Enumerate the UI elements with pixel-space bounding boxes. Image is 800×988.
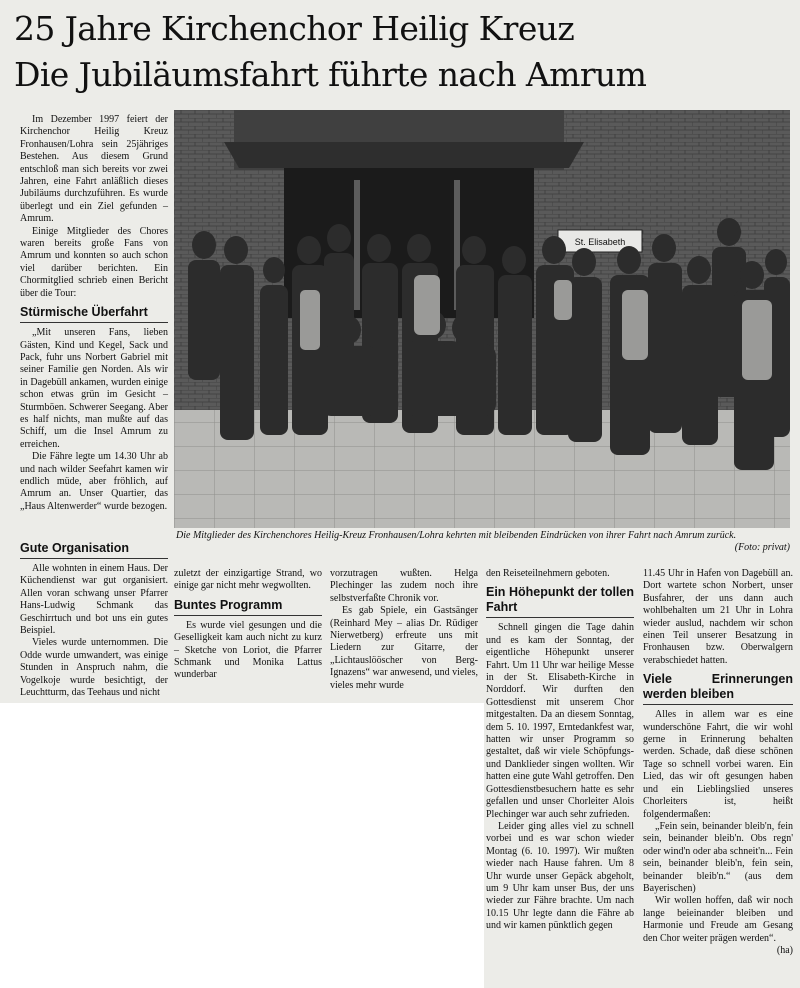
paragraph: Die Fähre legte um 14.30 Uhr ab und nach wilder Seefahrt kamen wir endlich müde, aber fröhlich, auf Amrum an. Unser Quartier, das „Haus Altenwerder“ wurde bezogen. [20, 451, 168, 512]
paragraph: Im Dezember 1997 feiert der Kirchenchor Heilig Kreuz Fronhausen/Lohra sein 25jähriges Bestehen. Aus diesem Grund entschloß man sich bereits vor zwei Jahren, eine Fahrt anläßlich dieses Jubiläums durchzuführen. Es wurde überlegt und ein Ziel gefunden – Amrum. [20, 114, 168, 225]
choir-group-photo [174, 110, 790, 528]
paragraph: „Fein sein, beinander bleib'n, fein sein, beinander bleib'n. Obs regn' oder wind'n oder aba schneit'n... Fein sein, beinander bleib'n, fein sein, beinander bleib'n.“ (aus dem Bayerischen) [643, 820, 793, 894]
paragraph: 11.45 Uhr in Hafen von Dagebüll an. Dort wartete schon Norbert, unser Busfahrer, der uns dann auch wohlbehalten um 21 Uhr in Lohra wieder auslud, nachdem wir schon einen Teil unserer Besatzung in Fronhausen bzw. Oberwalgern verabschiedet hatten. [643, 568, 793, 666]
paragraph: Es wurde viel gesungen und die Geselligkeit kam auch nicht zu kurz – Sketche von Loriot, die Pfarrer Schmank und Monika Lattus wunderbar [174, 619, 322, 681]
paragraph: zuletzt der einzigartige Strand, wo einige gar nicht mehr wegwollten. [174, 568, 322, 592]
subheading: Stürmische Überfahrt [20, 305, 168, 323]
caption-text: Die Mitglieder des Kirchenchores Heilig-Kreuz Fronhausen/Lohra kehrten mit bleibenden Eindrücken von ihrer Fahrt nach Amrum zurück. [176, 530, 737, 541]
headline-line1: 25 Jahre Kirchenchor Heilig Kreuz [14, 9, 575, 48]
paragraph: Einige Mitglieder des Chores waren bereits große Fans von Amrum und konnten so auch schon viel darüber berichten. Ein Chormitglied schrieb einen Bericht über die Tour: [20, 225, 168, 299]
paragraph [643, 895, 793, 956]
subheading: Viele Erinnerungen werden bleiben [643, 672, 793, 705]
subheading: Buntes Programm [174, 598, 322, 616]
photo-credit: (Foto: privat) [734, 542, 790, 553]
church-sign: St. Elisabeth [574, 237, 626, 247]
paragraph: vorzutragen wußten. Helga Plechinger las zudem noch ihre selbstverfaßte Chronik vor. [330, 568, 478, 604]
photo-caption [176, 530, 790, 554]
paragraph-text: Wir wollen hoffen, daß wir noch lange beieinander bleiben und Harmonie und Freude am Gesang den Chor weiter prägen werden“. [643, 895, 793, 944]
article-column-4 [486, 568, 634, 933]
paragraph: Es gab Spiele, ein Gastsänger (Reinhard Mey – alias Dr. Rüdiger Nierwetberg) erfreute uns mit Liedern zur Gitarre, der „Lichtauslööscher von Berg-Ignazens“ war anwesend, und vieles, vieles mehr wurde [330, 605, 478, 691]
headline-line2: Die Jubiläumsfahrt führte nach Amrum [14, 55, 647, 94]
article-column-1-lower [20, 536, 168, 699]
paragraph: Vieles wurde unternommen. Die Odde wurde umwandert, was einige Stunden in Anspruch nahm, die Vogelkoje wurde besichtigt, der Leuchtturm, das Teehaus und nicht [20, 637, 168, 699]
paragraph: Alle wohnten in einem Haus. Der Küchendienst war gut organisiert. Allen voran schwang unser Pfarrer Hans-Ludwig Schmank das Geschirrtuch und bot uns ein gutes Beispiel. [20, 563, 168, 637]
author-signature: (ha) [776, 944, 793, 956]
paragraph: „Mit unseren Fans, lieben Gästen, Kind und Kegel, Sack und Pack, fuhr uns Norbert Gabriel mit seiner Familie gen Norden. Als wir in Dagebüll ankamen, wurden einige schon etwas grün im Gesicht – Sturmböen. Schwerer Seegang. Aber es half nichts, man mußte auf das Schiff, um die Insel Amrum zu erreichen. [20, 327, 168, 450]
paragraph: den Reiseteilnehmern geboten. [486, 568, 610, 579]
paragraph: Leider ging alles viel zu schnell vorbei und es war schon wieder Montag (6. 10. 1997). Wir mußten wieder nach Hause fahren. Um 8 Uhr wurde unser Gepäck abgeholt, um 9 Uhr kam unser Bus, der uns wieder zur Fähre brachte. Um nach 10.15 Uhr legte dann die Fähre ab und wir kamen pünktlich gegen [486, 820, 634, 932]
paragraph: Alles in allem war es eine wunderschöne Fahrt, die wir wohl gerne in Erinnerung behalten werden. Schade, daß diese schönen Tage so schnell vorbei waren. Ein Lied, das wir oft gesungen haben und ein Lieblingslied unseres Chorleiters ist, heißt folgendermaßen: [643, 709, 793, 820]
article-column-3 [330, 568, 478, 692]
paragraph: Schnell gingen die Tage dahin und es kam der Sonntag, der eigentliche Höhepunkt unserer Fahrt. Um 11 Uhr war heilige Messe in der St. Elisabeth-Kirche in Norddorf. Wir durften den Gottesdienst mit unserem Chor mitgestalten. Da an diesem Sonntag, dem 5. 10. 1997, Erntedankfest war, hatten wir unser Programm so gestaltet, daß wir viele Schöpfungs- und Danklieder singen wollten. Wir hatten eine gute Wahl getroffen. Den Gottesdienstbesuchern hatte es sehr gefallen und unser Chorleiter Alois Plechinger war auch sehr zufrieden. [486, 622, 634, 820]
subheading: Gute Organisation [20, 541, 168, 559]
subheading: Ein Höhepunkt der tollen Fahrt [486, 585, 634, 618]
article-column-5 [643, 568, 793, 957]
article-column-2 [174, 568, 322, 682]
article-column-1 [20, 114, 168, 513]
